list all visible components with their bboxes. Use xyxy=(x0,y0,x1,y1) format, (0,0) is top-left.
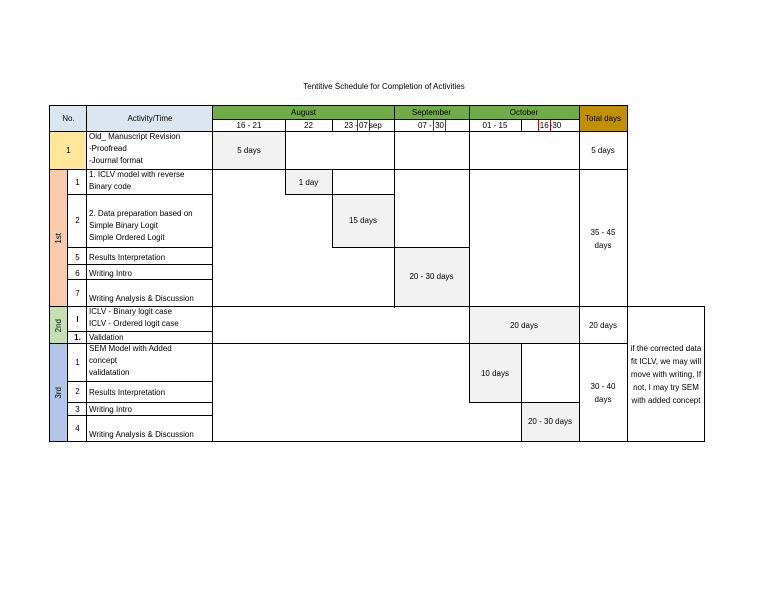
activity-r3 xyxy=(87,251,213,264)
page-title: Tentitive Schedule for Completion of Activities xyxy=(303,82,465,91)
bar-r8 xyxy=(469,344,521,403)
header-activity-label: Activity/Time xyxy=(127,114,173,123)
activity-line: Simple Binary Logit xyxy=(89,221,158,230)
activity-line: Binary code xyxy=(89,182,132,191)
total-value: 35 - 45 days xyxy=(590,227,616,250)
note-text: if the corrected data fit ICLV, we may will move with writing, If not, I may try SEM with added concept xyxy=(630,343,702,405)
activity-line: Old_ Manuscript Revision xyxy=(89,132,181,141)
total-value: 20 days xyxy=(588,320,618,330)
bar-r11 xyxy=(521,403,579,441)
header-no-label: No. xyxy=(62,114,75,123)
bar-label: 5 days xyxy=(237,146,261,155)
header-no xyxy=(50,106,87,132)
activity-line: SEM Model with Added xyxy=(89,344,172,353)
group-0-cell xyxy=(50,132,87,170)
activity-r9 xyxy=(87,386,213,399)
row-number: 1 xyxy=(75,177,80,187)
week-label: -30 xyxy=(549,120,562,130)
group-label: 1st xyxy=(54,233,63,244)
header-activity xyxy=(87,106,213,132)
header-total-label: Total days xyxy=(584,114,622,123)
row-number: 4 xyxy=(75,423,80,433)
activity-line: concept xyxy=(89,356,118,365)
row-no-r8 xyxy=(68,344,87,381)
row-no-r6 xyxy=(68,307,87,332)
group-1-cell xyxy=(50,170,68,307)
month-label: October xyxy=(509,107,539,117)
row-number: 1. xyxy=(74,333,81,342)
activity-line: Writing Intro xyxy=(89,268,132,278)
bar-label: 20 days xyxy=(509,320,539,330)
activity-r6 xyxy=(87,306,213,332)
total-r0 xyxy=(579,132,627,170)
group-number: 1 xyxy=(66,146,71,155)
row-no-r1 xyxy=(68,170,87,195)
week-label: 23 - xyxy=(344,120,358,130)
activity-line: Writing Intro xyxy=(89,404,132,414)
week-label: sep xyxy=(368,120,382,130)
group-label: 3rd xyxy=(54,386,63,399)
total-group-1 xyxy=(579,170,627,307)
activity-r11 xyxy=(87,428,213,441)
activity-line: validatation xyxy=(89,368,130,377)
week-highlight: 07 xyxy=(358,120,368,130)
group-2-cell xyxy=(50,307,68,344)
row-no-r5 xyxy=(68,280,87,307)
header-month-august xyxy=(213,106,394,119)
note-box xyxy=(627,307,705,441)
activity-line: Validation xyxy=(89,333,124,342)
header-total xyxy=(579,106,627,132)
bar-label: 20 - 30 days xyxy=(409,272,454,281)
row-number: 6 xyxy=(75,268,80,278)
total-value: 30 - 40 days xyxy=(590,381,616,404)
activity-line: Results Interpretation xyxy=(89,387,166,397)
week-label: 01 - 15 xyxy=(482,120,508,130)
month-label: August xyxy=(291,107,316,117)
total-r6 xyxy=(579,307,627,344)
row-number: 2 xyxy=(75,387,80,396)
activity-r0 xyxy=(87,131,213,170)
activity-line: ICLV - Ordered logit case xyxy=(89,319,179,328)
week-highlight: 16 xyxy=(539,120,549,130)
row-number: 3 xyxy=(75,404,80,414)
row-number: 2 xyxy=(75,216,80,225)
activity-line: Simple Ordered Logit xyxy=(89,233,165,242)
bar-r6 xyxy=(469,307,579,344)
row-no-r3 xyxy=(68,251,87,264)
bar-label: 15 days xyxy=(348,216,378,225)
group-label: 2nd xyxy=(54,318,63,333)
month-label: September xyxy=(411,107,452,117)
row-number: 5 xyxy=(75,252,80,262)
row-number: 1 xyxy=(75,357,80,367)
activity-line: ICLV - Binary logit case xyxy=(89,307,172,316)
header-month-september xyxy=(394,106,469,119)
activity-line: -Journal format xyxy=(89,156,143,165)
activity-line: Results Interpretation xyxy=(89,252,166,262)
total-group-3 xyxy=(579,344,627,441)
group-3-cell xyxy=(50,344,68,441)
activity-line: Writing Analysis & Discussion xyxy=(89,293,194,303)
bar-r4 xyxy=(394,247,469,307)
header-month-october xyxy=(469,106,579,119)
activity-line: 1. ICLV model with reverse xyxy=(89,170,185,179)
bar-label: 20 - 30 days xyxy=(527,417,573,426)
row-no-r9 xyxy=(68,381,87,403)
week-label: 22 xyxy=(304,120,313,130)
activity-line: 2. Data preparation based on xyxy=(89,209,193,218)
bar-r0 xyxy=(213,132,285,170)
week-highlight: 30 xyxy=(435,120,444,130)
activity-r8 xyxy=(87,343,213,381)
bar-label: 1 day xyxy=(298,177,319,187)
activity-line: -Proofread xyxy=(89,144,127,153)
activity-r5 xyxy=(87,292,213,305)
bar-r2 xyxy=(332,195,394,247)
activity-r1 xyxy=(87,169,213,195)
total-value: 5 days xyxy=(591,146,615,155)
row-number: 7 xyxy=(75,288,80,298)
week-label: 07 - xyxy=(418,120,432,130)
week-label: 16 - 21 xyxy=(236,120,262,130)
activity-line: Writing Analysis & Discussion xyxy=(89,429,194,439)
row-no-r11 xyxy=(68,416,87,441)
row-number: I xyxy=(76,314,79,324)
activity-r2 xyxy=(87,208,213,247)
row-no-r2 xyxy=(68,195,87,247)
bar-label: 10 days xyxy=(480,368,510,378)
bar-r1 xyxy=(285,170,332,195)
